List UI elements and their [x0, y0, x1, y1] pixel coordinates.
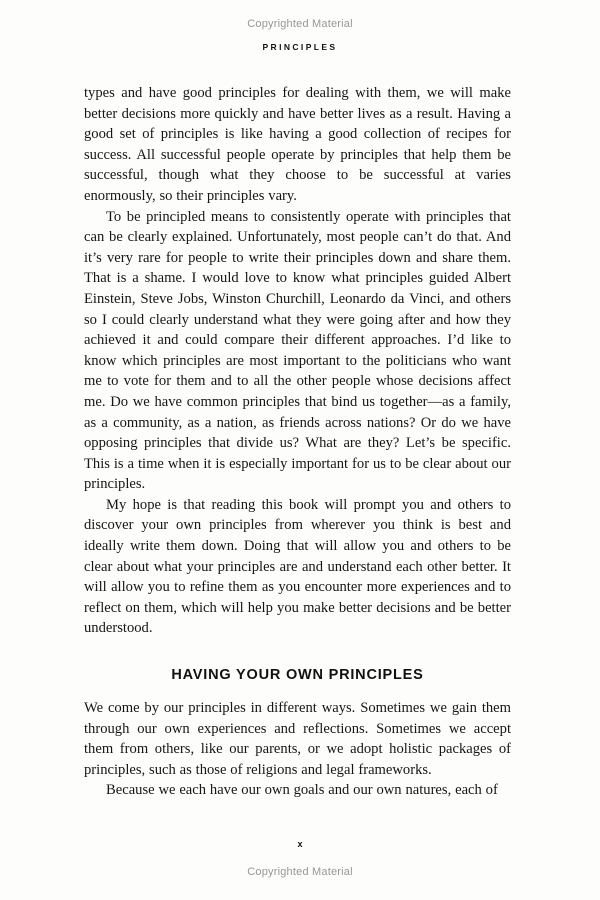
page-number: x: [297, 839, 303, 849]
copyright-notice-top: Copyrighted Material: [247, 18, 353, 30]
body-paragraph: types and have good principles for dealing with them, we will make better decisions more quickly and have better lives as a result. Having a good set of principles is like having a good collection of recipes for success. All successful people operate by principles that help them be successful, though what they choose to be successful at varies enormously, so their principles vary.: [84, 85, 511, 204]
body-paragraph: To be principled means to consistently operate with principles that can be clearly explained. Unfortunately, most people can’t do that. And it’s very rare for people to write their principles down and share them. That is a shame. I would love to know what principles guided Albert Einstein, Steve Jobs, Winston Churchill, Leonardo da Vinci, and others so I could clearly understand what they were going after and how they achieved it and could compare their different approaches. I’d like to know which principles are most important to the politicians who want me to vote for them and to all the other people whose decisions affect me. Do we have common principles that bind us together—as a family, as a community, as a nation, as friends across nations? Or do we have opposing principles that divide us? What are they? Let’s be specific. This is a time when it is especially important for us to be clear about our principles.: [84, 208, 511, 493]
body-paragraph: Because we each have our own goals and our own natures, each of: [106, 782, 498, 799]
body-paragraph: My hope is that reading this book will prompt you and others to discover your own principles from wherever you think is best and ideally write them down. Doing that will allow you and others to be clear about what your principles are and understand each other better. It will allow you to refine them as you encounter more experiences and to reflect on them, which will help you make better decisions and be better understood.: [84, 496, 511, 637]
body-paragraph: We come by our principles in different ways. Sometimes we gain them through our own experiences and reflections. Sometimes we accept them from others, like our parents, or we adopt holistic packages of principles, such as those of religions and legal frameworks.: [84, 700, 511, 778]
section-heading: HAVING YOUR OWN PRINCIPLES: [171, 667, 424, 684]
copyright-notice-bottom: Copyrighted Material: [247, 866, 353, 878]
running-header: PRINCIPLES: [262, 42, 338, 52]
body-text-block: [84, 83, 511, 801]
